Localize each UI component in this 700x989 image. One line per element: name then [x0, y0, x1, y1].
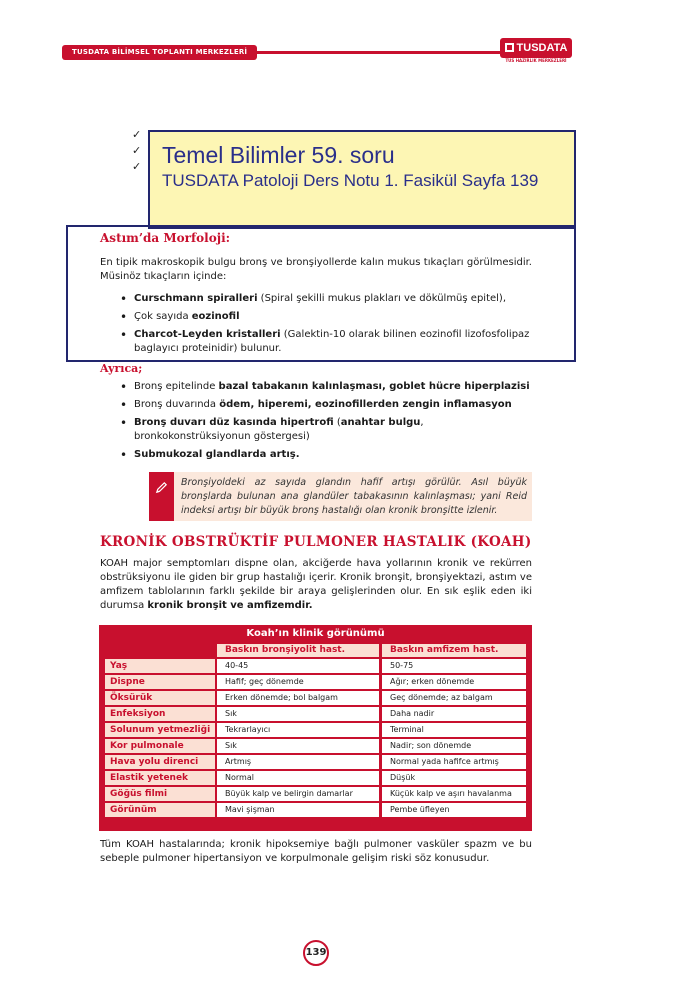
section-title-koah: KRONİK OBSTRÜKTİF PULMONER HASTALIK (KOAH) [100, 534, 532, 550]
pencil-icon [154, 480, 169, 495]
list-item: • Bronş duvarı düz kasında hipertrofi (anahtar bulgu, bronkokonstrüksiyonun göstergesi) [134, 416, 532, 444]
table-row: Solunum yetmezliği Tekrarlayıcı Terminal [99, 723, 532, 737]
koah-paragraph: KOAH major semptomları dispne olan, akciğerde hava yollarının kronik ve rekürren obstrüksiyonu ile giden bir grup hastalığı içerir. Kronik bronşit, bronşiyektazi, astım ve amfizem tablolarının farklı şekilde bir araya gelişlerinden olur. En sık eşlik eden iki durumsa kronik bronşit ve amfizemdir. [100, 558, 532, 611]
table-row: Öksürük Erken dönemde; bol balgam Geç dönemde; az balgam [99, 691, 532, 705]
checkmark-icon: ✓ [132, 128, 142, 141]
table-row: Enfeksiyon Sık Daha nadir [99, 707, 532, 721]
section-title-asthma-morphology: Astım’da Morfoloji: [100, 231, 231, 245]
question-label-reference: TUSDATA Patoloji Ders Notu 1. Fasikül Sayfa 139 [162, 171, 539, 190]
logo-tagline: TUS HAZIRLIK MERKEZLERİ [505, 58, 567, 63]
tusdata-logo [500, 38, 572, 68]
question-label-box [148, 130, 576, 229]
asthma-findings-list [134, 292, 532, 360]
section-title-additionally: Ayrıca; [100, 362, 143, 375]
logo-text: TUSDATA [516, 42, 568, 54]
list-item: • Curschmann spiralleri (Spiral şekilli mukus plakları ve dökülmüş epitel), [134, 292, 532, 306]
note-text: Bronşiyoldeki az sayıda glandın hafif artışı görülür. Asıl büyük bronşlarda bulunan ana glandüler tabakasının kalınlaşması; yani Reid indeksi artışı bir büyük bronş hastalığı olan kronik bronşitte izlenir. [181, 477, 527, 516]
koah-clinical-table [99, 625, 532, 831]
list-item: • Bronş epitelinde bazal tabakanın kalınlaşması, goblet hücre hiperplazisi [134, 380, 532, 394]
header-label: TUSDATA BİLİMSEL TOPLANTI MERKEZLERİ [62, 45, 257, 60]
table-header-emphysema: Baskın amfizem hast. [382, 644, 526, 657]
checkmark-icon: ✓ [132, 160, 142, 173]
checkmark-list [132, 127, 146, 175]
asthma-paragraph: En tipik makroskopik bulgu bronş ve bronşiyollerde kalın mukus tıkaçları görülmesidir. Müsinöz tıkaçların içinde: [100, 257, 532, 282]
note-icon-bar [149, 472, 174, 521]
table-row: Görünüm Mavi şişman Pembe üfleyen [99, 803, 532, 817]
note-box [149, 472, 532, 521]
table-row: Hava yolu direnci Artmış Normal yada hafifce artmış [99, 755, 532, 769]
logo-box [500, 38, 572, 58]
table-row: Kor pulmonale Sık Nadir; son dönemde [99, 739, 532, 753]
list-item: • Submukozal glandlarda artış. [134, 448, 532, 462]
table-title: Koah’ın klinik görünümü [246, 628, 385, 639]
table-row: Dispne Hafif; geç dönemde Ağır; erken dönemde [99, 675, 532, 689]
logo-square-icon [505, 43, 514, 52]
question-label-title: Temel Bilimler 59. soru [162, 142, 395, 168]
table-header-bronchiolitis: Baskın bronşiyolit hast. [217, 644, 379, 657]
closing-paragraph: Tüm KOAH hastalarında; kronik hipoksemiye bağlı pulmoner vasküler spazm ve bu sebeple pulmoner hipertansiyon ve korpulmonale gelişim riski söz konusudur. [100, 839, 532, 864]
list-item: • Bronş duvarında ödem, hiperemi, eozinofillerden zengin inflamasyon [134, 398, 532, 412]
list-item: • Çok sayıda eozinofil [134, 310, 532, 324]
table-row: Göğüs filmi Büyük kalp ve belirgin damarlar Küçük kalp ve aşırı havalanma [99, 787, 532, 801]
table-row: Elastik yetenek Normal Düşük [99, 771, 532, 785]
additional-findings-list [134, 380, 532, 466]
checkmark-icon: ✓ [132, 144, 142, 157]
table-row: Yaş 40-45 50-75 [99, 659, 532, 673]
page-number: 139 [303, 940, 329, 966]
list-item: • Charcot-Leyden kristalleri (Galektin-10 olarak bilinen eozinofil lizofosfolipaz baglayıcı proteinidir) bulunur. [134, 328, 532, 356]
